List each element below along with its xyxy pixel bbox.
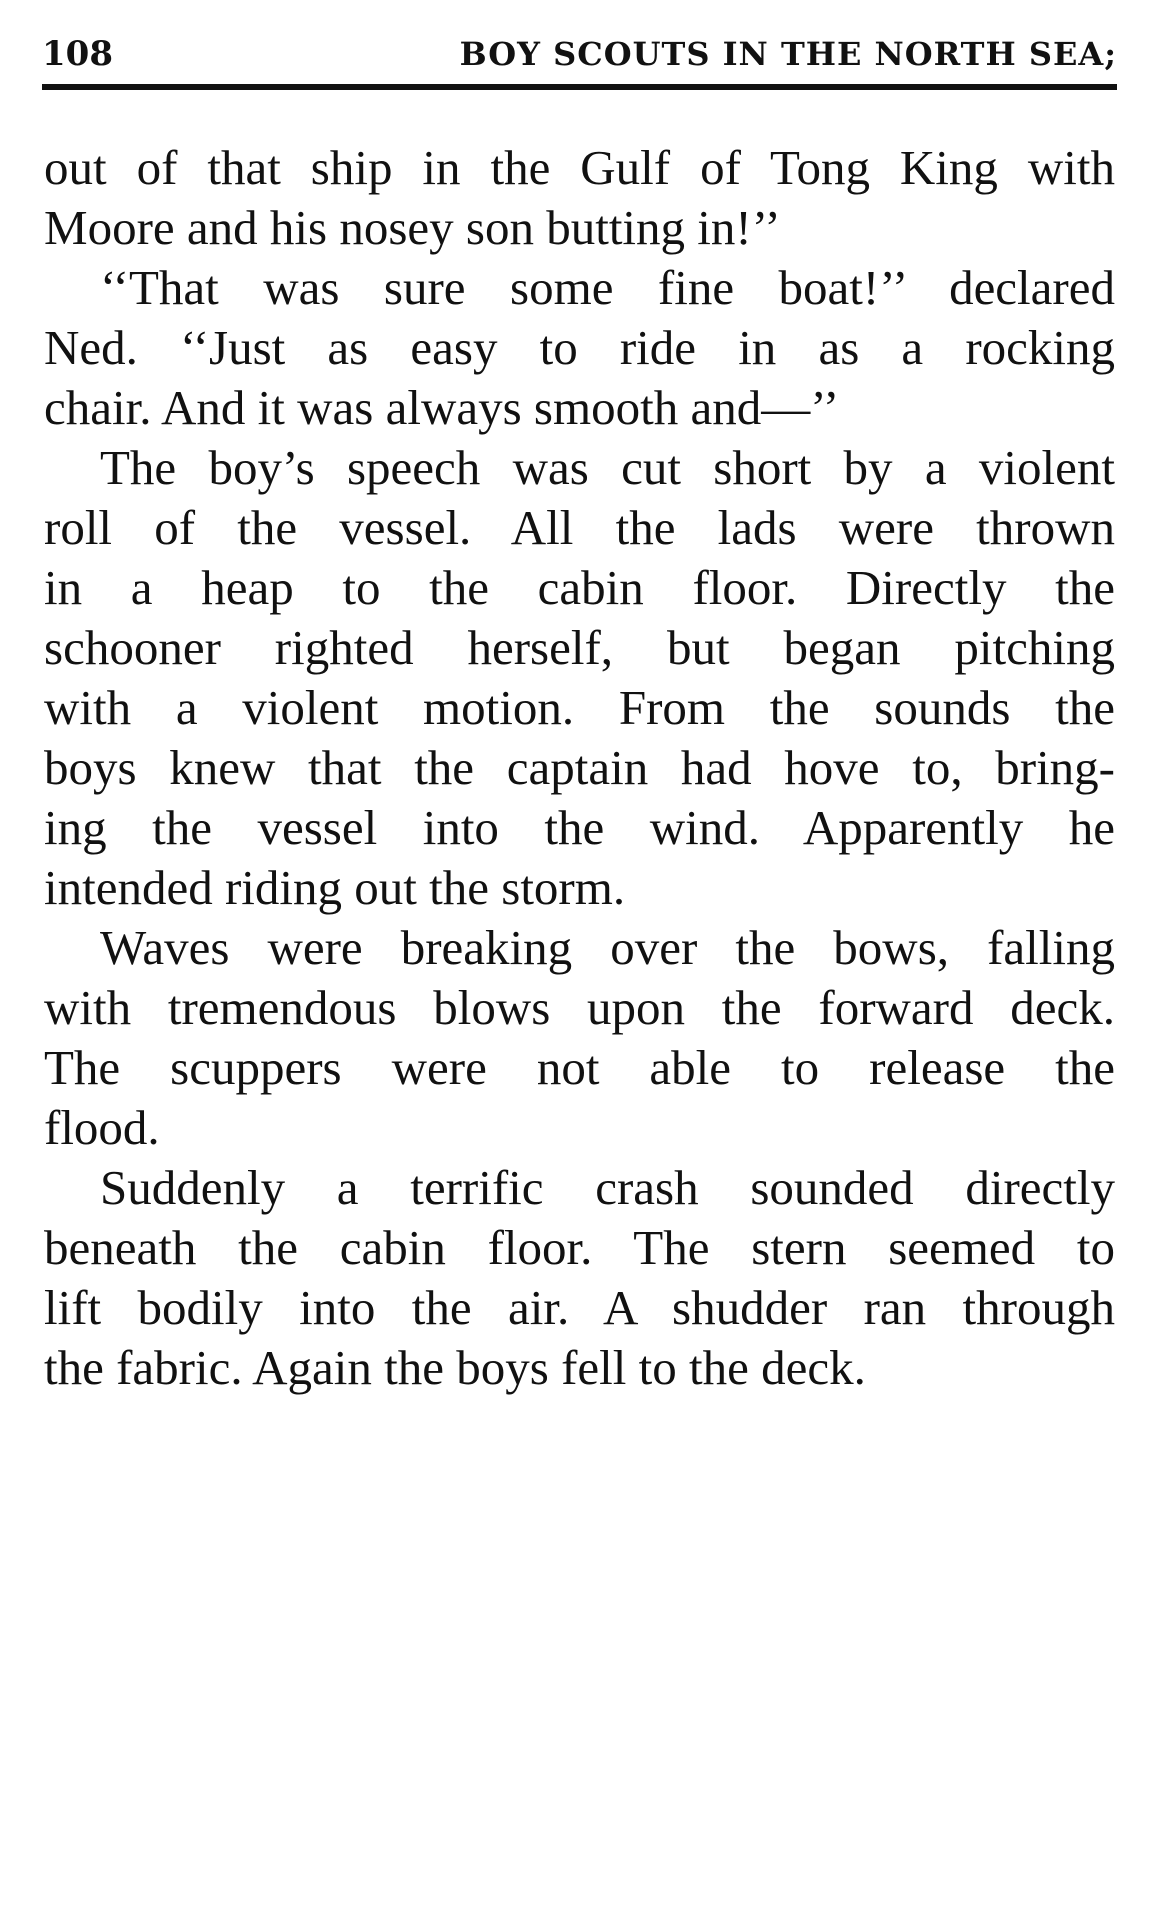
- text-line: flood.: [44, 1100, 160, 1155]
- text-line: ing the vessel into the wind. Apparently he: [44, 800, 1115, 855]
- text-line: out of that ship in the Gulf of Tong King with: [44, 140, 1115, 195]
- running-head: [42, 28, 1117, 80]
- text-line: schooner righted herself, but began pitching: [44, 620, 1115, 675]
- text-line: in a heap to the cabin floor. Directly the: [44, 560, 1115, 615]
- text-line: Waves were breaking over the bows, falling: [100, 920, 1115, 975]
- text-line: with tremendous blows upon the forward deck.: [44, 980, 1115, 1035]
- text-line: chair. And it was always smooth and—’’: [44, 380, 840, 435]
- text-line: with a violent motion. From the sounds the: [44, 680, 1115, 735]
- text-line: Moore and his nosey son butting in!’’: [44, 200, 781, 255]
- text-line: ‘‘That was sure some fine boat!’’ declared: [100, 260, 1115, 315]
- text-line: boys knew that the captain had hove to, bring-: [44, 740, 1115, 795]
- text-line: intended riding out the storm.: [44, 860, 626, 915]
- text-line: The boy’s speech was cut short by a violent: [100, 440, 1115, 495]
- text-line: roll of the vessel. All the lads were thrown: [44, 500, 1115, 555]
- text-line: Suddenly a terrific crash sounded directly: [100, 1160, 1115, 1215]
- text-line: The scuppers were not able to release the: [44, 1040, 1115, 1095]
- text-line: Ned. ‘‘Just as easy to ride in as a rocking: [44, 320, 1115, 375]
- text-line: the fabric. Again the boys fell to the deck.: [44, 1340, 866, 1395]
- text-line: lift bodily into the air. A shudder ran through: [44, 1280, 1115, 1335]
- running-title: BOY SCOUTS IN THE NORTH SEA;: [459, 35, 1117, 73]
- text-line: beneath the cabin floor. The stern seemed to: [44, 1220, 1115, 1275]
- body-text: [44, 138, 1115, 1398]
- page-number: 108: [42, 34, 113, 74]
- header-rule: [42, 84, 1117, 90]
